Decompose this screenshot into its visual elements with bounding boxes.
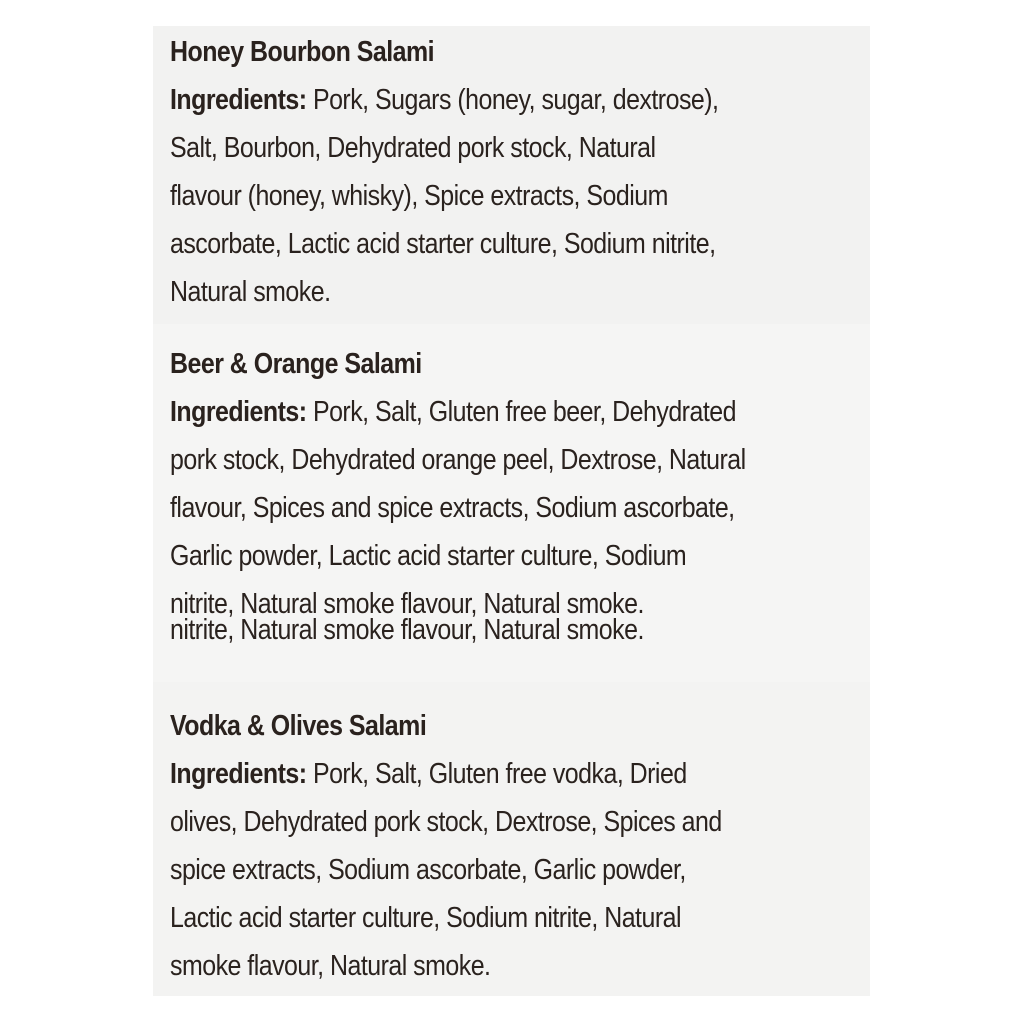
section-beer-orange-salami	[153, 324, 870, 682]
ingredients-line	[170, 750, 849, 798]
ingredients-line: flavour (honey, whisky), Spice extracts, Sodium	[170, 180, 668, 212]
ingredients-line: pork stock, Dehydrated orange peel, Dextrose, Natural	[170, 444, 746, 476]
section-text	[170, 28, 849, 316]
section-vodka-olives-salami	[153, 682, 870, 996]
ingredients-line: spice extracts, Sodium ascorbate, Garlic powder,	[170, 854, 686, 886]
section-title: Honey Bourbon Salami	[170, 36, 435, 68]
ingredients-line: Salt, Bourbon, Dehydrated pork stock, Natural	[170, 132, 656, 164]
ingredients-label-card	[153, 26, 870, 996]
ingredients-line: Lactic acid starter culture, Sodium nitrite, Natural	[170, 902, 681, 934]
section-text	[170, 702, 849, 990]
repeated-ingredients-line: nitrite, Natural smoke flavour, Natural smoke.	[170, 614, 644, 646]
ingredients-label: Ingredients:	[170, 84, 307, 116]
ingredients-line	[170, 76, 849, 124]
section-title: Beer & Orange Salami	[170, 348, 422, 380]
ingredients-line: smoke flavour, Natural smoke.	[170, 950, 491, 982]
ingredients-line	[170, 388, 849, 436]
ingredients-line: Natural smoke.	[170, 276, 331, 308]
ingredients-line: olives, Dehydrated pork stock, Dextrose, Spices and	[170, 806, 722, 838]
ingredients-text: Pork, Salt, Gluten free beer, Dehydrated	[306, 396, 736, 428]
ingredients-text: Pork, Salt, Gluten free vodka, Dried	[306, 758, 687, 790]
ingredients-line: Garlic powder, Lactic acid starter culture, Sodium	[170, 540, 687, 572]
ingredients-line: ascorbate, Lactic acid starter culture, Sodium nitrite,	[170, 228, 716, 260]
ingredients-label: Ingredients:	[170, 396, 307, 428]
ingredients-text: Pork, Sugars (honey, sugar, dextrose),	[306, 84, 719, 116]
section-honey-bourbon-salami	[153, 26, 870, 324]
ingredients-line: flavour, Spices and spice extracts, Sodium ascorbate,	[170, 492, 735, 524]
section-title: Vodka & Olives Salami	[170, 710, 427, 742]
section-text	[170, 340, 849, 628]
ingredients-line: nitrite, Natural smoke flavour, Natural smoke.	[170, 588, 644, 620]
ingredients-label: Ingredients:	[170, 758, 307, 790]
